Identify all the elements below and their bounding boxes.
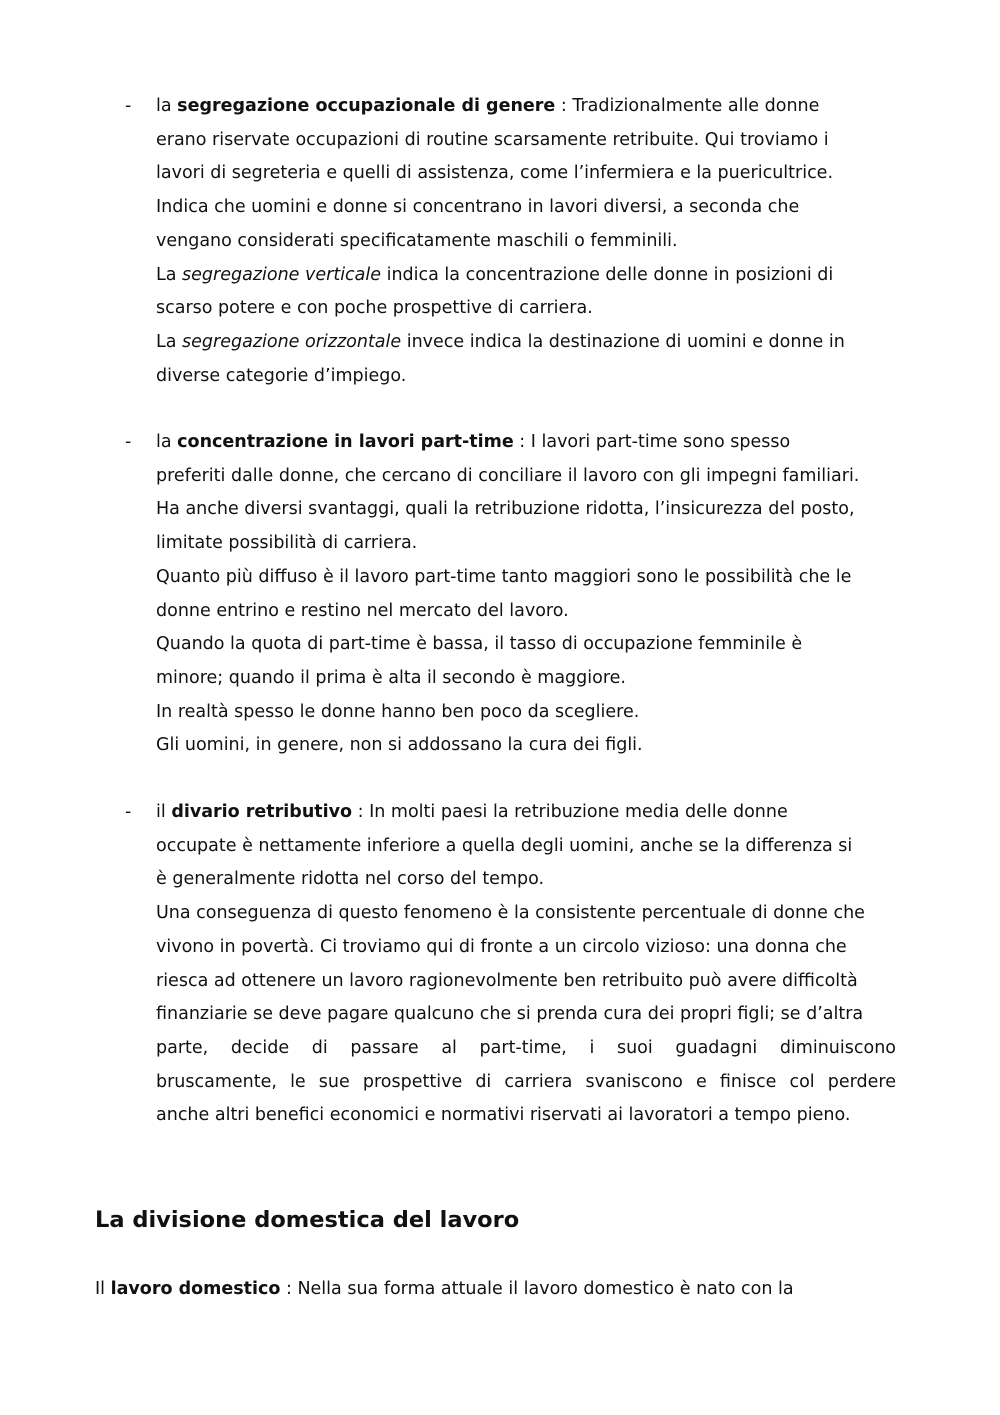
item-paragraph — [156, 796, 896, 1133]
lead-word: Il — [95, 1279, 111, 1299]
separator: : — [555, 96, 573, 116]
term-italic: segregazione verticale — [182, 264, 382, 285]
line-text: La — [156, 331, 183, 352]
line-text: invece indica la destinazione di uomini e donne in — [401, 331, 845, 352]
text-line: occupate è nettamente inferiore a quella degli uomini, anche se la differenza si — [156, 835, 853, 856]
line-text: In molti paesi la retribuzione media delle donne — [369, 802, 788, 822]
lead-word: la — [156, 432, 172, 452]
term-bold: concentrazione in lavori part-time — [177, 432, 514, 452]
text-line: anche altri benefici economici e normativi riservati ai lavoratori a tempo pieno. — [156, 1105, 851, 1126]
item-paragraph — [156, 90, 896, 393]
text-line: Ha anche diversi svantaggi, quali la retribuzione ridotta, l’insicurezza del posto, — [156, 499, 855, 520]
item-paragraph — [156, 426, 896, 763]
lead-word: la — [156, 96, 172, 116]
text-line: Quando la quota di part-time è bassa, il tasso di occupazione femminile è — [156, 634, 803, 655]
bullet-dash: - — [125, 432, 132, 452]
section-heading: La divisione domestica del lavoro — [95, 1207, 520, 1233]
text-line: Indica che uomini e donne si concentrano in lavori diversi, a seconda che — [156, 197, 800, 218]
text-line: In realtà spesso le donne hanno ben poco da scegliere. — [156, 701, 640, 722]
text-line: erano riservate occupazioni di routine scarsamente retribuite. Qui troviamo i — [156, 129, 829, 150]
separator: : — [352, 802, 370, 822]
text-line — [156, 259, 896, 293]
bullet-dash: - — [125, 96, 132, 116]
lead-word: il — [156, 802, 166, 822]
text-line — [156, 90, 896, 124]
text-line: vivono in povertà. Ci troviamo qui di fronte a un circolo vizioso: una donna che — [156, 936, 847, 957]
line-text: Tradizionalmente alle donne — [572, 96, 820, 116]
line-text: Nella sua forma attuale il lavoro domestico è nato con la — [297, 1279, 794, 1299]
term-bold: segregazione occupazionale di genere — [177, 96, 556, 116]
text-line: parte, decide di passare al part-time, i suoi guadagni diminuiscono — [156, 1037, 896, 1058]
line-text: I lavori part-time sono spesso — [530, 432, 791, 452]
text-line: lavori di segreteria e quelli di assistenza, come l’infermiera e la puericultrice. — [156, 163, 834, 184]
bullet-dash: - — [125, 802, 132, 822]
text-line: bruscamente, le sue prospettive di carriera svaniscono e finisce col perdere — [156, 1071, 896, 1092]
text-line: Gli uomini, in genere, non si addossano la cura dei figli. — [156, 735, 643, 756]
text-line: diverse categorie d’impiego. — [156, 365, 407, 386]
text-line — [156, 326, 896, 360]
term-bold: divario retributivo — [171, 802, 353, 822]
line-text: indica la concentrazione delle donne in posizioni di — [381, 264, 834, 285]
text-line — [156, 796, 896, 830]
text-line: finanziarie se deve pagare qualcuno che si prenda cura dei propri figli; se d’altra — [156, 1004, 864, 1025]
text-line: Una conseguenza di questo fenomeno è la consistente percentuale di donne che — [156, 903, 865, 924]
separator: : — [280, 1279, 298, 1299]
term-bold: lavoro domestico — [110, 1279, 281, 1299]
text-line: Quanto più diffuso è il lavoro part-time tanto maggiori sono le possibilità che le — [156, 566, 852, 587]
line-text: La — [156, 264, 183, 285]
text-line: donne entrino e restino nel mercato del lavoro. — [156, 600, 569, 621]
text-line: preferiti dalle donne, che cercano di conciliare il lavoro con gli impegni familiari. — [156, 465, 860, 486]
separator: : — [513, 432, 531, 452]
body-paragraph — [95, 1273, 895, 1307]
term-italic: segregazione orizzontale — [182, 331, 402, 352]
text-line: riesca ad ottenere un lavoro ragionevolmente ben retribuito può avere difficoltà — [156, 970, 858, 991]
text-line: minore; quando il prima è alta il secondo è maggiore. — [156, 667, 626, 688]
text-line: scarso potere e con poche prospettive di carriera. — [156, 298, 593, 319]
text-line: limitate possibilità di carriera. — [156, 533, 418, 554]
text-line — [156, 426, 896, 460]
text-line: è generalmente ridotta nel corso del tempo. — [156, 869, 545, 890]
text-line: vengano considerati specificatamente maschili o femminili. — [156, 230, 678, 251]
